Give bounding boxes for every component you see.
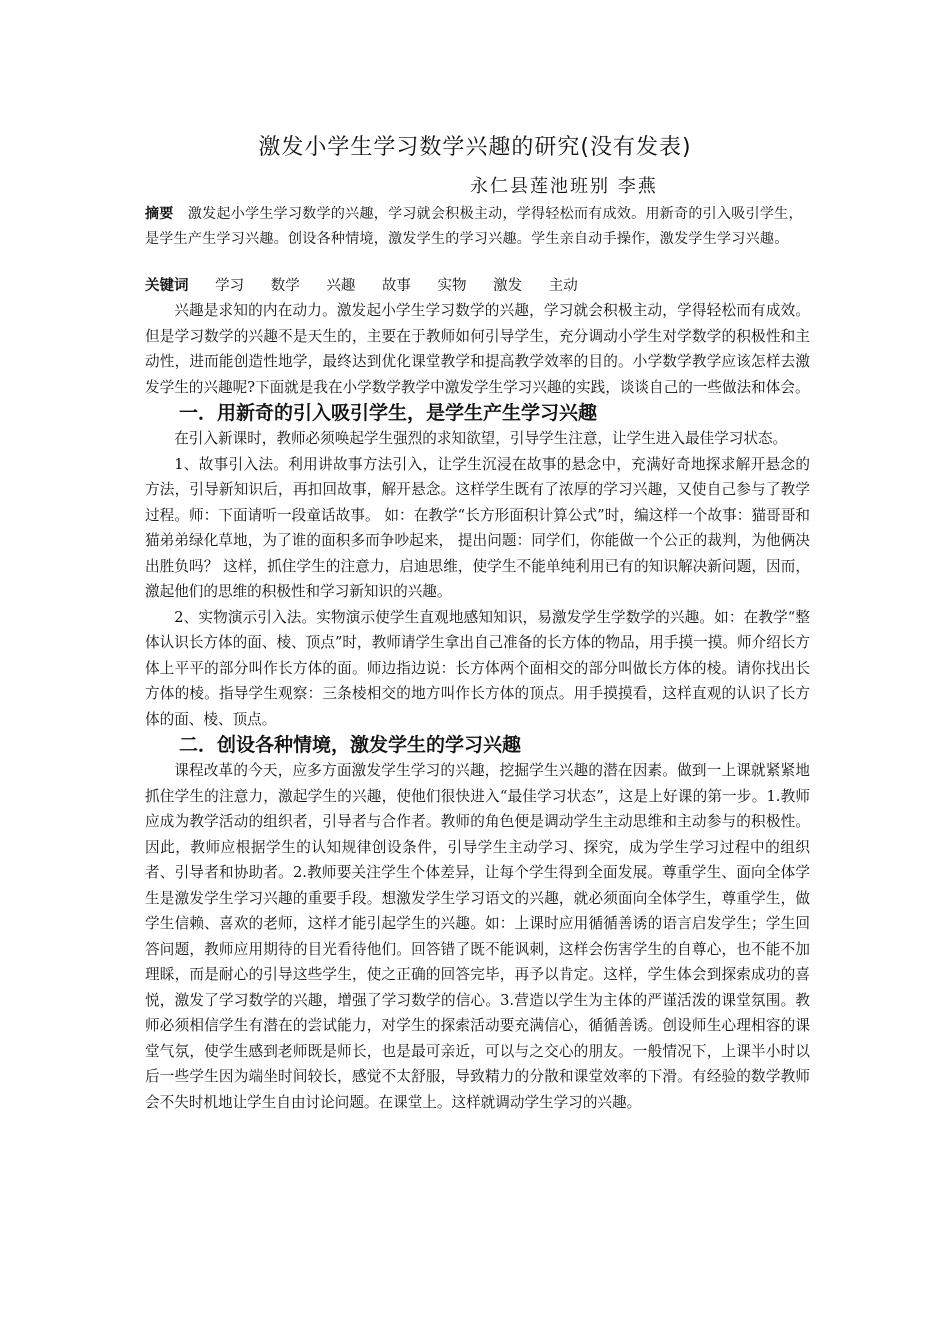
author-line: 永仁县莲池班别 李燕 <box>470 176 658 197</box>
paragraph: 在引入新课时，教师必须唤起学生强烈的求知欲望，引导学生注意，让学生进入最佳学习状态。 <box>174 430 788 447</box>
paragraph: 2、实物演示引入法。实物演示使学生直观地感知知识，易激发学生学数学的兴趣。如：在教学“整体认识长方体的面、棱、顶点”时，教师请学生拿出自己准备的长方体的物品，用手摸一摸。师介绍长方体上平平的部分叫作长方体的面。师边指边说：长方体两个面相交的部分叫做长方体的棱。请你找出长方体的棱。指导学生观察：三条棱相交的地方叫作长方体的顶点。用手摸摸看，这样直观的认识了长方体的面、棱、顶点。 <box>145 608 810 728</box>
document-title: 激发小学生学习数学兴趣的研究(没有发表) <box>258 135 692 160</box>
intro-paragraph: 兴趣是求知的内在动力。激发起小学生学习数学的兴趣，学习就会积极主动，学得轻松而有成效。但是学习数学的兴趣不是天生的，主要在于教师如何引导学生，充分调动小学生对学数学的积极性和主动性，进而能创造性地学，最终达到优化课堂教学和提高教学效率的目的。小学数学教学应该怎样去激发学生的兴趣呢?下面就是我在小学数学教学中激发学生学习兴趣的实践，谈谈自己的一些做法和体会。 <box>145 302 810 396</box>
keywords <box>145 274 815 298</box>
section-heading: 一．用新奇的引入吸引学生，是学生产生学习兴趣 <box>179 402 598 424</box>
document-body <box>145 298 810 1115</box>
keywords-label: 关键词 <box>145 278 189 294</box>
keyword: 主动 <box>548 278 578 294</box>
keyword: 兴趣 <box>326 278 356 294</box>
keyword: 故事 <box>381 278 411 294</box>
keyword: 实物 <box>437 278 467 294</box>
section-heading: 二．创设各种情境，激发学生的学习兴趣 <box>179 734 522 756</box>
paragraph: 课程改革的今天，应多方面激发学生学习的兴趣，挖掘学生兴趣的潜在因素。做到一上课就紧紧地抓住学生的注意力，激起学生的兴趣，使他们很快进入“最佳学习状态”，这是上好课的第一步。1.教师应成为教学活动的组织者，引导者与合作者。教师的角色便是调动学生主动思维和主动参与的积极性。因此，教师应根据学生的认知规律创设条件，引导学生主动学习、探究，成为学生学习过程中的组织者、引导者和协助者。2.教师要关注学生个体差异，让每个学生得到全面发展。尊重学生、面向全体学生是激发学生学习兴趣的重要手段。想激发学生学习语文的兴趣，就必须面向全体学生，尊重学生，做学生信赖、喜欢的老师，这样才能引起学生的兴趣。如：上课时应用循循善诱的语言启发学生；学生回答问题，教师应用期待的目光看待他们。回答错了既不能讽刺，这样会伤害学生的自尊心，也不能不加理睬，而是耐心的引导这些学生，使之正确的回答完毕，再予以肯定。这样，学生体会到探索成功的喜悦，激发了学习数学的兴趣，增强了学习数学的信心。3.营造以学生为主体的严谨活泼的课堂氛围。教师必须相信学生有潜在的尝试能力，对学生的探索活动要充满信心，循循善诱。创设师生心理相容的课堂气氛，使学生感到老师既是师长，也是最可亲近，可以与之交心的朋友。一般情况下，上课半小时以后一些学生因为端坐时间较长，感觉不太舒服，导致精力的分散和课堂效率的下滑。有经验的数学教师会不失时机地让学生自由讨论问题。在课堂上。这样就调动学生学习的兴趣。 <box>145 762 810 1111</box>
keyword: 学习 <box>215 278 245 294</box>
abstract-text: 激发起小学生学习数学的兴趣，学习就会积极主动，学得轻松而有成效。用新奇的引入吸引学生，是学生产生学习兴趣。创设各种情境，激发学生的学习兴趣。学生亲自动手操作，激发学生学习兴趣。 <box>145 206 803 247</box>
keyword: 数学 <box>270 278 300 294</box>
paragraph: 1、故事引入法。利用讲故事方法引入，让学生沉浸在故事的悬念中，充满好奇地探求解开悬念的方法，引导新知识后，再扣回故事，解开悬念。这样学生既有了浓厚的学习兴趣，又使自己参与了教学过程。师：下面请听一段童话故事。 如：在教学“长方形面积计算公式”时，编这样一个故事：猫哥哥和猫弟弟绿化草地，为了谁的面积多而争吵起来， 提出问题：同学们，你能做一个公正的裁判，为他俩决出胜负吗？ 这样，抓住学生的注意力，启迪思维，使学生不能单纯利用已有的知识解决新问题，因而，激起他们的思维的积极性和学习新知识的兴趣。 <box>145 455 810 600</box>
keyword: 激发 <box>493 278 523 294</box>
abstract-label: 摘要 <box>145 206 174 222</box>
abstract <box>145 202 815 252</box>
